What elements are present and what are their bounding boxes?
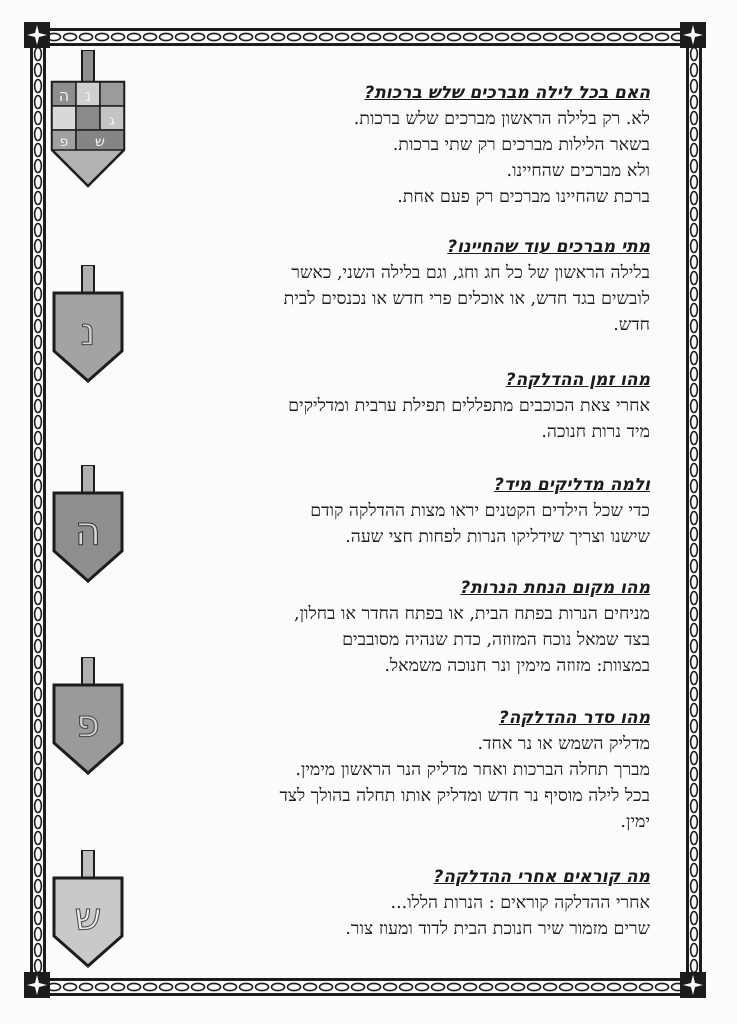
answer-line: מניחים הנרות בפתח הבית, או בפתח החדר או בחלון, [294,604,650,624]
answer-line: שישנו וצריך שידליקו הנרות לפחות חצי שעה. [345,527,650,547]
answer-line: ולא מברכים שהחיינו. [506,161,650,181]
dreidel-1-letter-2: ג [109,113,115,129]
dreidel-1-letter-1: נ [84,86,92,105]
answer-text [150,393,650,445]
border-chain-top [30,31,704,43]
question-heading: מה קוראים אחרי ההדלקה? [433,867,650,887]
dreidel-2-letter: נ [80,310,96,354]
question-heading: מהו זמן ההדלקה? [505,370,650,390]
answer-line: מיד נרות חנוכה. [541,422,650,442]
answer-text [150,601,650,679]
answer-line: לא. רק בלילה הראשון מברכים שלש ברכות. [353,109,650,129]
answer-line: בלילה הראשון של כל חג וחג, וגם בלילה השני, כאשר [291,263,650,283]
dreidel-he-icon [50,465,126,585]
qa-section-6 [150,707,650,835]
answer-line: שרים מזמור שיר חנוכת הבית לדוד ומעוז צור. [345,919,650,939]
dreidel-5-letter: ש [74,895,102,939]
dreidel-column [48,0,128,1024]
answer-line: מברך תחלה הברכות ואחר מדליק הנר הראשון מימין. [295,760,650,780]
dreidel-pe-icon [50,657,126,777]
answer-text [150,106,650,210]
qa-section-7 [150,866,650,942]
answer-text [150,890,650,942]
answer-line: בצד שמאל נוכח המזוזה, כדת שנהיה מסובבים [342,630,650,650]
qa-section-1 [150,82,650,210]
border-chain-left [33,46,43,978]
answer-text [150,731,650,835]
dreidel-shin-icon [50,850,126,970]
dreidel-1-letter-3: ה [58,86,70,105]
qa-section-3 [150,369,650,445]
dreidel-3-letter: ה [74,509,102,555]
dreidel-4-letter: פ [76,702,100,746]
corner-ornament-bottom-left-icon [24,972,50,998]
dreidel-1-letter-4: פ [59,134,69,150]
corner-ornament-bottom-right-icon [680,972,706,998]
answer-text [150,498,650,550]
dreidel-nun-icon [50,265,126,385]
question-heading: ולמה מדליקים מיד? [493,475,650,495]
question-heading: מהו מקום הנחת הנרות? [460,578,650,598]
corner-ornament-top-left-icon [24,22,50,48]
answer-line: ברכת שהחיינו מברכים רק פעם אחת. [397,187,650,207]
answer-line: מדליק השמש או נר אחד. [477,734,650,754]
answer-line: לובשים בגד חדש, או אוכלים פרי חדש או נכנסים לבית [283,289,650,309]
question-heading: מהו סדר ההדלקה? [498,708,650,728]
dreidel-1-letter-5: ש [95,134,105,150]
answer-line: ימין. [620,812,650,832]
answer-line: חדש. [613,315,650,335]
answer-line: אחרי ההדלקה קוראים : הנרות הללו... [390,893,650,913]
question-heading: מתי מברכים עוד שהחיינו? [447,237,650,257]
answer-text [150,260,650,338]
corner-ornament-top-right-icon [680,22,706,48]
question-heading: האם בכל לילה מברכים שלש ברכות? [364,83,650,103]
qa-section-4 [150,474,650,550]
qa-section-5 [150,577,650,679]
border-chain-bottom [30,981,704,993]
answer-line: בשאר הלילות מברכים רק שתי ברכות. [392,135,650,155]
answer-line: בכל לילה מוסיף נר חדש ומדליק אותו תחלה בהולך לצד [279,786,650,806]
answer-line: אחרי צאת הכוכבים מתפללים תפילת ערבית ומדליקים [288,396,650,416]
qa-section-2 [150,236,650,338]
dreidel-all-letters-icon [48,50,128,190]
border-chain-right [689,46,699,978]
answer-line: כדי שכל הילדים הקטנים יראו מצות ההדלקה קודם [310,501,650,521]
answer-line: במצוות: מזוזה מימין ונר חנוכה משמאל. [384,656,650,676]
